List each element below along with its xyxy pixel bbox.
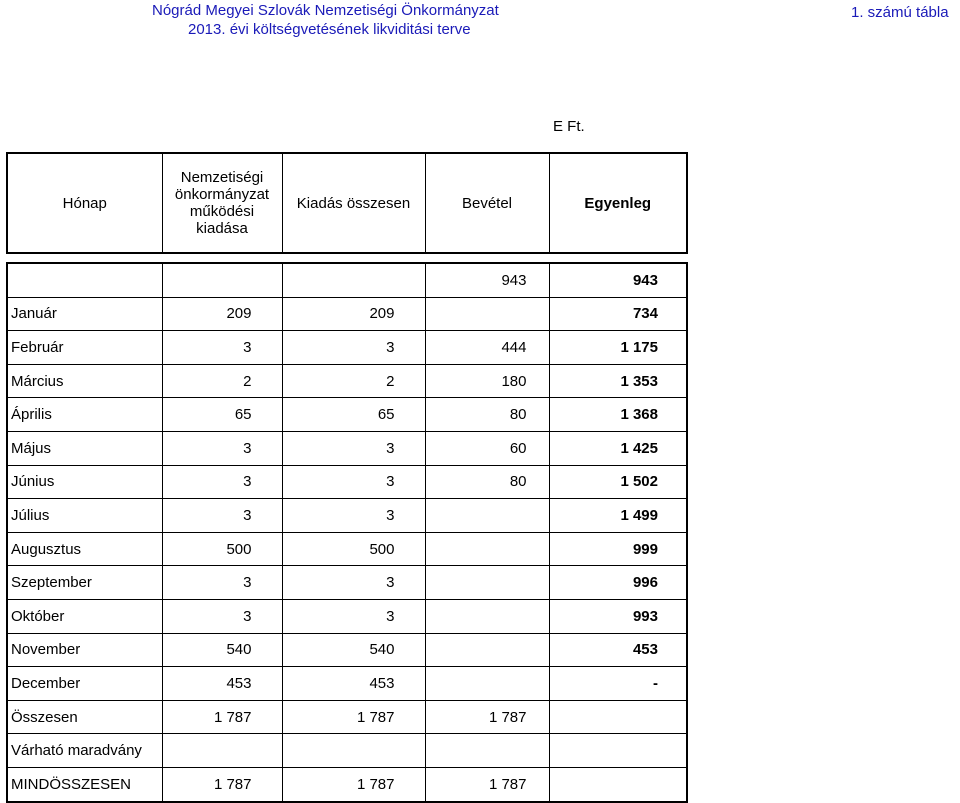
total-expense-cell: 3 <box>282 465 425 499</box>
balance-cell: 453 <box>549 633 687 667</box>
grand-total-total: 1 787 <box>282 767 425 801</box>
month-cell: Május <box>7 431 162 465</box>
operating-expense-cell: 500 <box>162 532 282 566</box>
totals-income: 1 787 <box>425 700 549 734</box>
total-expense-cell: 540 <box>282 633 425 667</box>
total-expense-cell: 65 <box>282 398 425 432</box>
grand-total-row <box>7 767 687 801</box>
operating-expense-cell: 453 <box>162 667 282 701</box>
grand-total-balance <box>549 767 687 801</box>
balance-cell: 1 175 <box>549 331 687 365</box>
opening-row <box>7 263 687 297</box>
totals-total: 1 787 <box>282 700 425 734</box>
total-expense-cell: 3 <box>282 499 425 533</box>
col-balance-header: Egyenleg <box>549 153 687 253</box>
document-title: Nógrád Megyei Szlovák Nemzetiségi Önkormányzat <box>152 2 499 19</box>
operating-expense-cell: 3 <box>162 465 282 499</box>
col-operating-line4: kiadása <box>196 220 248 237</box>
month-cell: Október <box>7 599 162 633</box>
grand-total-operating: 1 787 <box>162 767 282 801</box>
operating-expense-cell: 3 <box>162 566 282 600</box>
col-total-expense-header: Kiadás összesen <box>282 153 425 253</box>
month-row <box>7 667 687 701</box>
income-cell <box>425 566 549 600</box>
balance-cell: 993 <box>549 599 687 633</box>
operating-expense-cell: 65 <box>162 398 282 432</box>
balance-cell: 996 <box>549 566 687 600</box>
currency-unit: E Ft. <box>553 118 585 135</box>
col-operating-line2: önkormányzat <box>174 186 270 203</box>
totals-balance <box>549 700 687 734</box>
operating-expense-cell: 3 <box>162 431 282 465</box>
month-cell: Január <box>7 297 162 331</box>
grand-total-label: MINDÖSSZESEN <box>7 767 162 801</box>
balance-cell: 1 499 <box>549 499 687 533</box>
opening-total-cell <box>282 263 425 297</box>
operating-expense-cell: 3 <box>162 331 282 365</box>
total-expense-cell: 2 <box>282 364 425 398</box>
income-cell: 180 <box>425 364 549 398</box>
spacer-cell <box>7 253 687 263</box>
expected-remainder-income <box>425 734 549 768</box>
month-cell: Március <box>7 364 162 398</box>
document-subtitle: 2013. évi költségvetésének likviditási terve <box>188 21 471 38</box>
expected-remainder-operating <box>162 734 282 768</box>
month-row <box>7 532 687 566</box>
month-cell: Június <box>7 465 162 499</box>
month-cell: November <box>7 633 162 667</box>
col-operating-header <box>162 153 282 253</box>
total-expense-cell: 3 <box>282 566 425 600</box>
operating-expense-cell: 3 <box>162 499 282 533</box>
month-cell: Április <box>7 398 162 432</box>
balance-cell: 1 502 <box>549 465 687 499</box>
expected-remainder-balance <box>549 734 687 768</box>
expected-remainder-row <box>7 734 687 768</box>
total-expense-cell: 3 <box>282 599 425 633</box>
totals-label: Összesen <box>7 700 162 734</box>
month-cell: Július <box>7 499 162 533</box>
month-row <box>7 499 687 533</box>
month-row <box>7 364 687 398</box>
income-cell <box>425 667 549 701</box>
total-expense-cell: 453 <box>282 667 425 701</box>
col-month-header: Hónap <box>7 153 162 253</box>
opening-operating-cell <box>162 263 282 297</box>
balance-cell: 734 <box>549 297 687 331</box>
totals-row <box>7 700 687 734</box>
total-expense-cell: 209 <box>282 297 425 331</box>
balance-cell: - <box>549 667 687 701</box>
balance-cell: 1 368 <box>549 398 687 432</box>
col-income-header: Bevétel <box>425 153 549 253</box>
income-cell <box>425 599 549 633</box>
income-cell: 80 <box>425 465 549 499</box>
expected-remainder-total <box>282 734 425 768</box>
liquidity-plan-table <box>6 152 688 803</box>
income-cell <box>425 633 549 667</box>
total-expense-cell: 3 <box>282 331 425 365</box>
month-cell: Augusztus <box>7 532 162 566</box>
income-cell <box>425 532 549 566</box>
total-expense-cell: 500 <box>282 532 425 566</box>
month-row <box>7 297 687 331</box>
grand-total-income: 1 787 <box>425 767 549 801</box>
balance-cell: 1 353 <box>549 364 687 398</box>
month-row <box>7 431 687 465</box>
month-row <box>7 331 687 365</box>
total-expense-cell: 3 <box>282 431 425 465</box>
table-number: 1. számú tábla <box>851 4 949 21</box>
month-row <box>7 398 687 432</box>
month-cell: Szeptember <box>7 566 162 600</box>
header-row <box>7 153 687 253</box>
income-cell: 444 <box>425 331 549 365</box>
income-cell <box>425 297 549 331</box>
opening-income-cell: 943 <box>425 263 549 297</box>
totals-operating: 1 787 <box>162 700 282 734</box>
operating-expense-cell: 209 <box>162 297 282 331</box>
operating-expense-cell: 2 <box>162 364 282 398</box>
month-row <box>7 465 687 499</box>
col-operating-line3: működési <box>189 203 255 220</box>
opening-month-cell <box>7 263 162 297</box>
month-row <box>7 633 687 667</box>
opening-balance-cell: 943 <box>549 263 687 297</box>
operating-expense-cell: 540 <box>162 633 282 667</box>
month-cell: Február <box>7 331 162 365</box>
month-cell: December <box>7 667 162 701</box>
operating-expense-cell: 3 <box>162 599 282 633</box>
income-cell: 60 <box>425 431 549 465</box>
expected-remainder-label: Várható maradvány <box>7 734 162 768</box>
balance-cell: 999 <box>549 532 687 566</box>
col-operating-line1: Nemzetiségi <box>180 169 264 186</box>
income-cell: 80 <box>425 398 549 432</box>
income-cell <box>425 499 549 533</box>
month-row <box>7 599 687 633</box>
spacer-row <box>7 253 687 263</box>
month-row <box>7 566 687 600</box>
balance-cell: 1 425 <box>549 431 687 465</box>
